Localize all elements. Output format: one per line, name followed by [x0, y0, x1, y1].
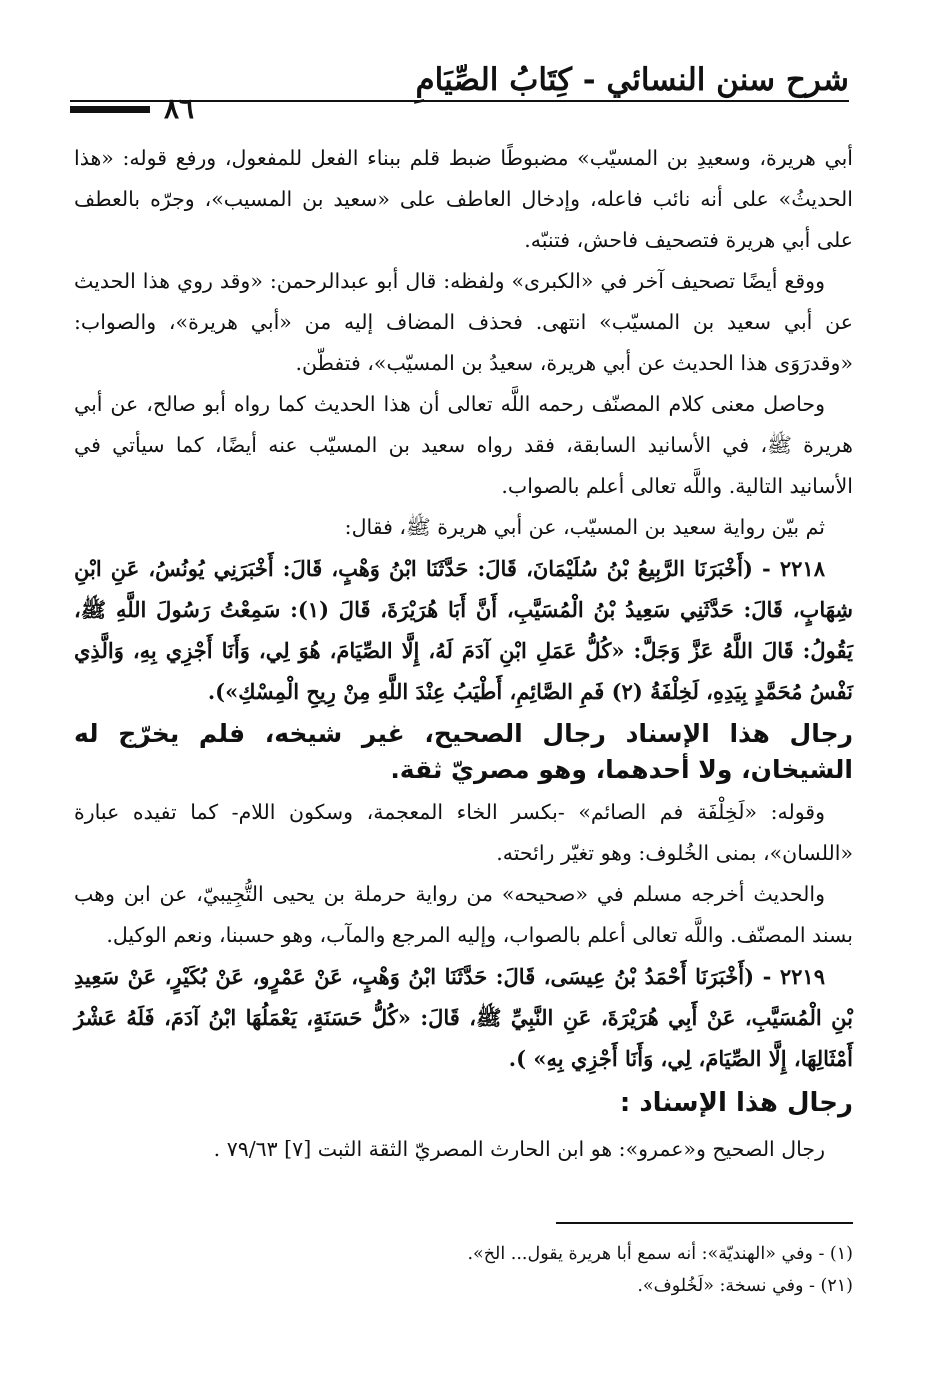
running-title: شرح سنن النسائي - كِتَابُ الصِّيَامِ — [415, 62, 849, 98]
paragraph: ووقع أيضًا تصحيف آخر في «الكبرى» ولفظه: قال أبو عبدالرحمن: «وقد روي هذا الحديث عن أبي سعيد بن المسيّب» انتهى. فحذف المضاف إليه من «أبي هريرة»، والصواب: «وقدرَوَى هذا الحديث عن أبي هريرة، سعيدُ بن المسيّب»، فتفطّن. — [74, 269, 853, 375]
section-heading: رجال هذا الإسناد : — [619, 1088, 853, 1118]
page-body — [74, 138, 853, 1170]
footnote: (١) - وفي «الهنديّة»: أنه سمع أبا هريرة يقول... الخ». — [467, 1244, 853, 1264]
header-thick-rule — [70, 106, 150, 113]
hadith-text: ٢٢١٩ - (أَخْبَرَنَا أَحْمَدُ بْنُ عِيسَى، قَالَ: حَدَّثَنَا ابْنُ وَهْبٍ، عَنْ عَمْرٍو، عَنْ بُكَيْرٍ، عَنْ سَعِيدِ بْنِ الْمُسَيَّبِ، عَنْ أَبِي هُرَيْرَةَ، عَنِ النَّبِيِّ ﷺ، قَالَ: «كُلُّ حَسَنَةٍ، يَعْمَلُهَا ابْنُ آدَمَ، فَلَهُ عَشْرُ أَمْثَالِهَا، إِلَّا الصِّيَامَ، لِي، وَأَنَا أَجْزِي بِهِ» ). — [74, 964, 853, 1071]
page-number: ٨٦ — [164, 92, 195, 125]
footnote: (٢١) - وفي نسخة: «لَخُلوف». — [637, 1276, 853, 1296]
paragraph: والحديث أخرجه مسلم في «صحيحه» من رواية حرملة بن يحيى التُّجِيبيّ، عن ابن وهب بسند المصنّف. واللَّه تعالى أعلم بالصواب، وإليه المرجع والمآب، وهو حسبنا، ونعم الوكيل. — [74, 882, 853, 947]
isnad-note: رجال هذا الإسناد رجال الصحيح، غير شيخه، فلم يخرّج له الشيخان، ولا أحدهما، وهو مصريّ ثقة. — [74, 719, 853, 784]
paragraph: وقوله: «لَخِلْفَة فم الصائم» -بكسر الخاء المعجمة، وسكون اللام- كما تفيده عبارة «اللسان»، بمنى الخُلوف: وهو تغيّر رائحته. — [74, 800, 853, 865]
paragraph: ثم بيّن رواية سعيد بن المسيّب، عن أبي هريرة ﷺ، فقال: — [344, 515, 825, 539]
footnotes — [200, 1238, 853, 1302]
page-header — [70, 56, 849, 125]
paragraph: وحاصل معنى كلام المصنّف رحمه اللَّه تعالى أن هذا الحديث كما رواه أبو صالح، عن أبي هريرة ﷺ، في الأسانيد السابقة، فقد رواه سعيد بن المسيّب عنه أيضًا، كما سيأتي في الأسانيد التالية. واللَّه تعالى أعلم بالصواب. — [74, 392, 853, 498]
footnote-separator — [556, 1222, 853, 1224]
paragraph: رجال الصحيح و«عمرو»: هو ابن الحارث المصريّ الثقة الثبت [٧] ٧٩/٦٣ . — [213, 1137, 825, 1161]
paragraph: أبي هريرة، وسعيدِ بن المسيّب» مضبوطًا ضبط قلم ببناء الفعل للمفعول، ورفع قوله: «هذا الحديثُ» على أنه نائب فاعله، وإدخال العاطف على «سعيد بن المسيب»، وجرّه بالعطف على أبي هريرة فتصحيف فاحش، فتنبّه. — [74, 146, 853, 252]
hadith-text: ٢٢١٨ - (أَخْبَرَنَا الرَّبِيعُ بْنُ سُلَيْمَانَ، قَالَ: حَدَّثَنَا ابْنُ وَهْبٍ، قَالَ: أَخْبَرَنِي يُونُسُ، عَنِ ابْنِ شِهَابٍ، قَالَ: حَدَّثَنِي سَعِيدُ بْنُ الْمُسَيَّبِ، أَنَّ أَبَا هُرَيْرَةَ، قَالَ (١): سَمِعْتُ رَسُولَ اللَّهِ ﷺ، يَقُولُ: قَالَ اللَّهُ عَزَّ وَجَلَّ: «كُلُّ عَمَلِ ابْنِ آدَمَ لَهُ، إِلَّا الصِّيَامَ، هُوَ لِي، وَأَنَا أَجْزِي بِهِ، وَالَّذِي نَفْسُ مُحَمَّدٍ بِيَدِهِ، لَخِلْفَةُ (٢) فَمِ الصَّائِمِ، أَطْيَبُ عِنْدَ اللَّهِ مِنْ رِيحِ الْمِسْكِ»). — [74, 556, 853, 704]
